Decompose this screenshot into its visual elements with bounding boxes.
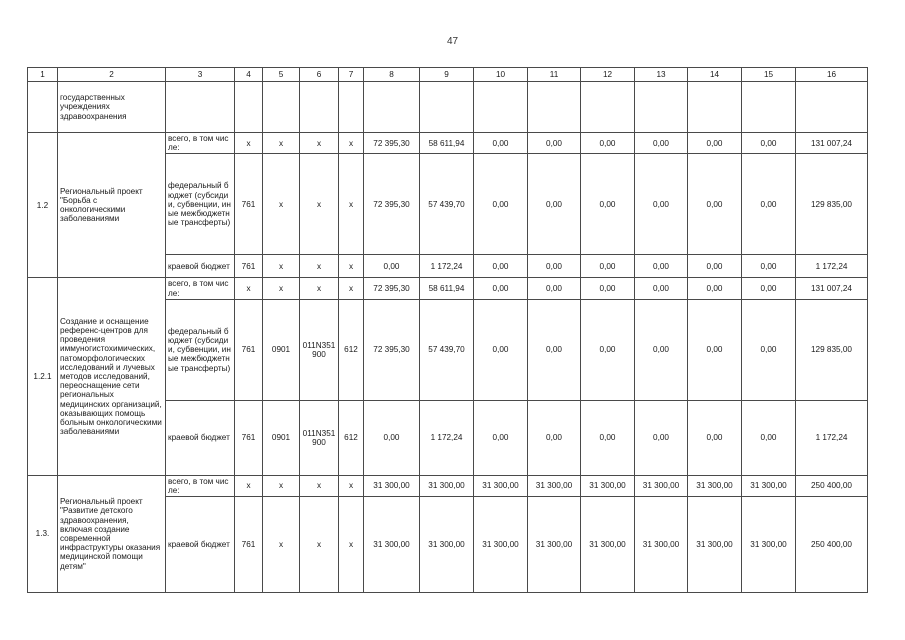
table-cell: 0,00 bbox=[742, 255, 796, 278]
table-cell: 31 300,00 bbox=[635, 475, 688, 496]
table-cell: 131 007,24 bbox=[796, 133, 868, 154]
table-cell: x bbox=[300, 278, 339, 299]
table-cell: x bbox=[300, 497, 339, 593]
funding-source: всего, в том числе: bbox=[166, 278, 235, 299]
table-cell: 31 300,00 bbox=[688, 497, 742, 593]
table-cell: 131 007,24 bbox=[796, 278, 868, 299]
funding-source: федеральный бюджет (субсидии, субвенции, иные межбюджетные трансферты) bbox=[166, 299, 235, 400]
column-header: 7 bbox=[339, 68, 364, 82]
table-cell: 31 300,00 bbox=[474, 497, 528, 593]
table-cell: 31 300,00 bbox=[688, 475, 742, 496]
table-cell: 31 300,00 bbox=[742, 497, 796, 593]
table-cell: 72 395,30 bbox=[364, 299, 420, 400]
table-cell: x bbox=[235, 278, 263, 299]
table-cell: 0,00 bbox=[581, 400, 635, 475]
column-header: 6 bbox=[300, 68, 339, 82]
table-cell: 0,00 bbox=[635, 133, 688, 154]
table-cell: 57 439,70 bbox=[420, 154, 474, 255]
table-cell: 31 300,00 bbox=[581, 497, 635, 593]
row-name: государственных учреждениях здравоохранения bbox=[58, 82, 166, 133]
table-cell: 129 835,00 bbox=[796, 299, 868, 400]
funding-source: федеральный бюджет (субсидии, субвенции, иные межбюджетные трансферты) bbox=[166, 154, 235, 255]
table-cell: 1 172,24 bbox=[420, 400, 474, 475]
table-cell: 011N351900 bbox=[300, 400, 339, 475]
table-cell: 761 bbox=[235, 154, 263, 255]
table-cell: 011N351900 bbox=[300, 299, 339, 400]
header-row bbox=[28, 68, 868, 82]
column-header: 2 bbox=[58, 68, 166, 82]
table-cell: x bbox=[300, 255, 339, 278]
section-name: Региональный проект "Борьба с онкологическими заболеваниями bbox=[58, 133, 166, 278]
table-cell: 0,00 bbox=[742, 133, 796, 154]
table-cell: 58 611,94 bbox=[420, 133, 474, 154]
column-header: 16 bbox=[796, 68, 868, 82]
table-cell: 0,00 bbox=[635, 299, 688, 400]
column-header: 3 bbox=[166, 68, 235, 82]
section-number: 1.2.1 bbox=[28, 278, 58, 475]
table-cell: 31 300,00 bbox=[364, 475, 420, 496]
table-cell: 31 300,00 bbox=[420, 497, 474, 593]
table-cell: x bbox=[263, 475, 300, 496]
table-cell: 0,00 bbox=[474, 255, 528, 278]
table-cell: 0,00 bbox=[688, 278, 742, 299]
table-cell: 0901 bbox=[263, 400, 300, 475]
table-cell: x bbox=[263, 255, 300, 278]
table-cell: x bbox=[339, 497, 364, 593]
table-cell: 0,00 bbox=[581, 133, 635, 154]
table-cell: 0,00 bbox=[581, 255, 635, 278]
table-cell: 0,00 bbox=[742, 154, 796, 255]
table-cell: 0,00 bbox=[688, 400, 742, 475]
table-cell: x bbox=[235, 133, 263, 154]
table-cell: 1 172,24 bbox=[796, 400, 868, 475]
table-cell: 31 300,00 bbox=[364, 497, 420, 593]
column-header: 10 bbox=[474, 68, 528, 82]
table-cell: 0,00 bbox=[688, 255, 742, 278]
table-cell: 0,00 bbox=[528, 154, 581, 255]
table-cell: 0,00 bbox=[528, 278, 581, 299]
table-cell: 0,00 bbox=[688, 154, 742, 255]
column-header: 5 bbox=[263, 68, 300, 82]
table-cell: 72 395,30 bbox=[364, 278, 420, 299]
column-header: 15 bbox=[742, 68, 796, 82]
table-cell: x bbox=[263, 133, 300, 154]
table-cell: 0,00 bbox=[688, 299, 742, 400]
table-cell: 31 300,00 bbox=[420, 475, 474, 496]
table-cell: 31 300,00 bbox=[581, 475, 635, 496]
table-cell: 0,00 bbox=[635, 255, 688, 278]
table-cell: 250 400,00 bbox=[796, 475, 868, 496]
table-cell: 1 172,24 bbox=[796, 255, 868, 278]
table-body bbox=[28, 68, 868, 593]
column-header: 13 bbox=[635, 68, 688, 82]
table-row bbox=[28, 475, 868, 496]
table-cell: 0,00 bbox=[742, 299, 796, 400]
table-cell: 0,00 bbox=[742, 278, 796, 299]
table-cell: 31 300,00 bbox=[528, 497, 581, 593]
table-cell: 72 395,30 bbox=[364, 154, 420, 255]
table-cell: 612 bbox=[339, 299, 364, 400]
table-cell: 0,00 bbox=[528, 400, 581, 475]
table-cell: 58 611,94 bbox=[420, 278, 474, 299]
table-cell: x bbox=[263, 154, 300, 255]
section-number: 1.3. bbox=[28, 475, 58, 592]
column-header: 1 bbox=[28, 68, 58, 82]
section-name: Создание и оснащение референс-центров для проведения иммуногистохимических, патоморфологических исследований и лучевых методов исследований, переоснащение сети региональных медицинских организаций, оказывающих помощь больным онкологическими заболеваниями bbox=[58, 278, 166, 475]
table-row bbox=[28, 133, 868, 154]
table-cell: 0,00 bbox=[742, 400, 796, 475]
column-header: 4 bbox=[235, 68, 263, 82]
funding-source: всего, в том числе: bbox=[166, 133, 235, 154]
table-cell: 0,00 bbox=[474, 299, 528, 400]
table-cell: x bbox=[300, 475, 339, 496]
table-cell: x bbox=[235, 475, 263, 496]
table-cell: 0,00 bbox=[528, 299, 581, 400]
funding-source: краевой бюджет bbox=[166, 497, 235, 593]
table-cell: x bbox=[339, 475, 364, 496]
table-cell: x bbox=[263, 278, 300, 299]
table-cell: 0,00 bbox=[528, 255, 581, 278]
table-cell: x bbox=[263, 497, 300, 593]
table-cell: 0,00 bbox=[635, 278, 688, 299]
table-cell: 72 395,30 bbox=[364, 133, 420, 154]
table-cell: x bbox=[339, 255, 364, 278]
table-cell: x bbox=[300, 133, 339, 154]
table-cell: 0,00 bbox=[474, 278, 528, 299]
table-cell: 31 300,00 bbox=[635, 497, 688, 593]
funding-source: краевой бюджет bbox=[166, 400, 235, 475]
table-cell: 0,00 bbox=[474, 400, 528, 475]
table-cell: 612 bbox=[339, 400, 364, 475]
section-name: Региональный проект "Развитие детского здравоохранения, включая создание современной инфраструктуры оказания медицинской помощи детям" bbox=[58, 475, 166, 592]
table-cell: 761 bbox=[235, 400, 263, 475]
table-row bbox=[28, 82, 868, 133]
table-cell: 0,00 bbox=[474, 154, 528, 255]
page-number: 47 bbox=[446, 36, 459, 47]
table-cell: 0,00 bbox=[581, 154, 635, 255]
table-cell: 0,00 bbox=[581, 299, 635, 400]
column-header: 14 bbox=[688, 68, 742, 82]
table-row bbox=[28, 278, 868, 299]
column-header: 9 bbox=[420, 68, 474, 82]
budget-table bbox=[27, 67, 868, 593]
table-cell: 0,00 bbox=[364, 255, 420, 278]
table-cell: 0,00 bbox=[635, 400, 688, 475]
table-cell: 0,00 bbox=[528, 133, 581, 154]
table-cell: 0,00 bbox=[474, 133, 528, 154]
funding-source: краевой бюджет bbox=[166, 255, 235, 278]
table-cell: 761 bbox=[235, 255, 263, 278]
table-cell: 0,00 bbox=[688, 133, 742, 154]
table-cell: 761 bbox=[235, 299, 263, 400]
table-cell: 0,00 bbox=[581, 278, 635, 299]
table-cell: 31 300,00 bbox=[528, 475, 581, 496]
table-cell: x bbox=[339, 133, 364, 154]
table-cell: 761 bbox=[235, 497, 263, 593]
table-cell: 31 300,00 bbox=[474, 475, 528, 496]
table-cell: 0,00 bbox=[364, 400, 420, 475]
column-header: 11 bbox=[528, 68, 581, 82]
table-cell: 1 172,24 bbox=[420, 255, 474, 278]
table-cell: x bbox=[339, 154, 364, 255]
table-cell: 250 400,00 bbox=[796, 497, 868, 593]
funding-source: всего, в том числе: bbox=[166, 475, 235, 496]
column-header: 8 bbox=[364, 68, 420, 82]
table-cell: x bbox=[339, 278, 364, 299]
column-header: 12 bbox=[581, 68, 635, 82]
table-cell: 57 439,70 bbox=[420, 299, 474, 400]
table-cell: 0901 bbox=[263, 299, 300, 400]
table-cell: 0,00 bbox=[635, 154, 688, 255]
table-cell: x bbox=[300, 154, 339, 255]
table-cell: 129 835,00 bbox=[796, 154, 868, 255]
table-cell: 31 300,00 bbox=[742, 475, 796, 496]
section-number: 1.2 bbox=[28, 133, 58, 278]
